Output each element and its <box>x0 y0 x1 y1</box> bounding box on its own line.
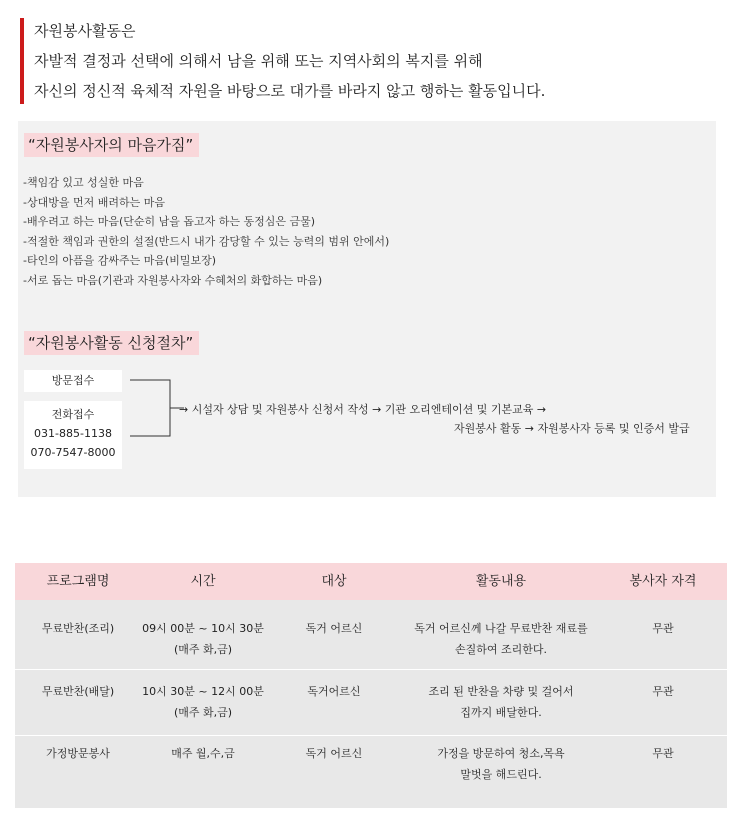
header-program: 프로그램명 <box>46 574 110 589</box>
list-item: -타인의 아픔을 감싸주는 마음(비밀보장) <box>23 254 217 268</box>
visit-label: 방문접수 <box>51 374 95 387</box>
list-item: -책임감 있고 성실한 마음 <box>23 176 144 189</box>
intro-line-2: 자발적 결정과 선택에 의해서 남을 위해 또는 지역사회의 복지를 위해 <box>34 52 483 70</box>
mindset-title: “자원봉사자의 마음가짐” <box>24 133 199 157</box>
cell-content <box>403 681 599 723</box>
content-line: 손질하여 조리한다. <box>454 643 547 656</box>
flow-connector <box>18 121 716 497</box>
info-panel <box>18 121 716 497</box>
content-line: 가정을 방문하여 청소,목욕 <box>437 747 565 760</box>
intro-line-1: 자원봉사활동은 <box>34 22 136 40</box>
content-line: 조리 된 반찬을 차량 및 걸어서 <box>428 685 574 698</box>
cell-target: 독거 어르신 <box>305 622 363 635</box>
procedure-title: “자원봉사활동 신청절차” <box>24 331 199 355</box>
table-header <box>15 563 727 600</box>
header-time: 시간 <box>190 574 216 589</box>
cell-target: 독거 어르신 <box>305 747 363 760</box>
header-content: 활동내용 <box>475 574 527 589</box>
header-target: 대상 <box>321 574 347 589</box>
content-line: 집까지 배달한다. <box>460 706 542 719</box>
cell-target: 독거어르신 <box>307 685 361 698</box>
list-item: -적절한 책임과 권한의 설절(반드시 내가 감당할 수 있는 능력의 범위 안에서) <box>23 234 390 248</box>
list-item: -배우려고 하는 마음(단순히 남을 돕고자 하는 동정심은 금물) <box>23 215 316 229</box>
intro-line-3: 자신의 정신적 육체적 자원을 바탕으로 대가를 바라지 않고 행하는 활동입니다. <box>34 82 546 100</box>
time-days: (매주 화,금) <box>173 643 233 656</box>
cell-qualification: 무관 <box>652 747 674 760</box>
cell-program: 가정방문봉사 <box>46 747 110 760</box>
program-table <box>15 563 727 808</box>
intro-accent-bar <box>20 18 24 104</box>
phone-number: 070-7547-8000 <box>30 446 116 459</box>
list-item: -서로 돕는 마음(기관과 자원봉사자와 수혜처의 화합하는 마음) <box>23 273 323 287</box>
list-item: -상대방을 먼저 배려하는 마음 <box>23 195 165 209</box>
header-qualification: 봉사자 자격 <box>629 574 697 589</box>
cell-program: 무료반찬(조리) <box>41 622 115 635</box>
cell-program: 무료반찬(배달) <box>41 685 115 698</box>
flow-step-line-1: → 시설자 상담 및 자원봉사 신청서 작성 → 기관 오리엔테이션 및 기본교육 → <box>179 403 547 416</box>
time-days: 매주 월,수,금 <box>171 747 235 760</box>
time-range: 10시 30분 ~ 12시 00분 <box>142 685 264 698</box>
content-line: 독거 어르신께 나갈 무료반찬 재료를 <box>414 622 588 635</box>
cell-content <box>403 618 599 660</box>
cell-content <box>403 743 599 785</box>
cell-qualification: 무관 <box>652 622 674 635</box>
flow-step-line-2: 자원봉사 활동 → 자원봉사자 등록 및 인증서 발급 <box>454 422 690 435</box>
cell-time <box>141 743 265 764</box>
phone-label: 전화접수 <box>51 408 95 421</box>
time-range: 09시 00분 ~ 10시 30분 <box>142 622 264 635</box>
cell-time <box>141 681 265 723</box>
cell-qualification: 무관 <box>652 685 674 698</box>
cell-time <box>141 618 265 660</box>
content-line: 말벗을 해드린다. <box>460 768 542 781</box>
time-days: (매주 화,금) <box>173 706 233 719</box>
phone-number: 031-885-1138 <box>34 427 112 440</box>
